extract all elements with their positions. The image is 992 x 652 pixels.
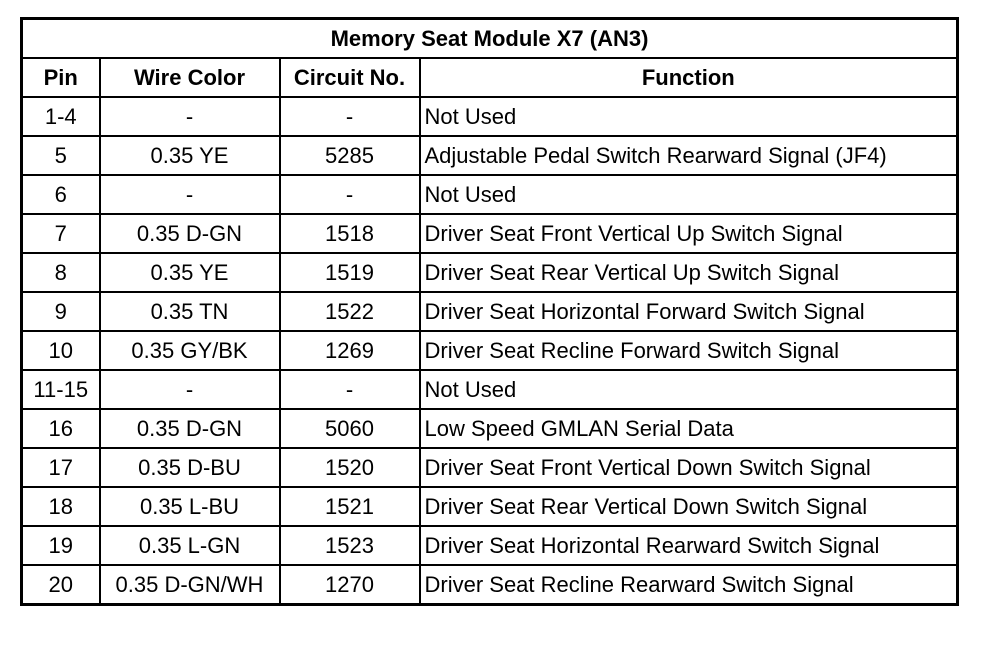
table-row bbox=[22, 565, 958, 605]
pin-cell: 7 bbox=[22, 214, 100, 253]
pin-cell: 17 bbox=[22, 448, 100, 487]
pin-cell: 19 bbox=[22, 526, 100, 565]
pin-cell: 6 bbox=[22, 175, 100, 214]
wire-color-cell: 0.35 YE bbox=[100, 136, 280, 175]
header-pin: Pin bbox=[22, 58, 100, 97]
circuit-cell: 1269 bbox=[280, 331, 420, 370]
pin-cell: 11-15 bbox=[22, 370, 100, 409]
table-row bbox=[22, 487, 958, 526]
table-body bbox=[22, 97, 958, 605]
table-title-row bbox=[22, 19, 958, 59]
function-cell: Adjustable Pedal Switch Rearward Signal (JF4) bbox=[420, 136, 958, 175]
wire-color-cell: 0.35 D-BU bbox=[100, 448, 280, 487]
table-row bbox=[22, 97, 958, 136]
pin-cell: 1-4 bbox=[22, 97, 100, 136]
wire-color-cell: - bbox=[100, 370, 280, 409]
pin-cell: 10 bbox=[22, 331, 100, 370]
function-cell: Not Used bbox=[420, 97, 958, 136]
header-circuit-no: Circuit No. bbox=[280, 58, 420, 97]
table-header-row bbox=[22, 58, 958, 97]
function-cell: Not Used bbox=[420, 370, 958, 409]
wire-color-cell: 0.35 D-GN bbox=[100, 214, 280, 253]
pin-cell: 16 bbox=[22, 409, 100, 448]
circuit-cell: 1270 bbox=[280, 565, 420, 605]
circuit-cell: 1521 bbox=[280, 487, 420, 526]
wire-color-cell: 0.35 D-GN bbox=[100, 409, 280, 448]
wire-color-cell: - bbox=[100, 97, 280, 136]
table-row bbox=[22, 331, 958, 370]
function-cell: Low Speed GMLAN Serial Data bbox=[420, 409, 958, 448]
table-row bbox=[22, 292, 958, 331]
pin-cell: 18 bbox=[22, 487, 100, 526]
circuit-cell: 1520 bbox=[280, 448, 420, 487]
header-wire-color: Wire Color bbox=[100, 58, 280, 97]
function-cell: Driver Seat Front Vertical Down Switch Signal bbox=[420, 448, 958, 487]
table-row bbox=[22, 526, 958, 565]
pin-cell: 20 bbox=[22, 565, 100, 605]
table-row bbox=[22, 214, 958, 253]
table-row bbox=[22, 448, 958, 487]
table-row bbox=[22, 370, 958, 409]
wire-color-cell: 0.35 L-BU bbox=[100, 487, 280, 526]
function-cell: Driver Seat Recline Forward Switch Signal bbox=[420, 331, 958, 370]
table-row bbox=[22, 175, 958, 214]
wire-color-cell: 0.35 D-GN/WH bbox=[100, 565, 280, 605]
table-row bbox=[22, 136, 958, 175]
wire-color-cell: 0.35 L-GN bbox=[100, 526, 280, 565]
table-row bbox=[22, 253, 958, 292]
pin-cell: 8 bbox=[22, 253, 100, 292]
circuit-cell: 5285 bbox=[280, 136, 420, 175]
function-cell: Driver Seat Recline Rearward Switch Signal bbox=[420, 565, 958, 605]
wire-color-cell: - bbox=[100, 175, 280, 214]
wire-color-cell: 0.35 GY/BK bbox=[100, 331, 280, 370]
function-cell: Driver Seat Front Vertical Up Switch Signal bbox=[420, 214, 958, 253]
table-row bbox=[22, 409, 958, 448]
pin-cell: 5 bbox=[22, 136, 100, 175]
table-title: Memory Seat Module X7 (AN3) bbox=[22, 19, 958, 59]
wire-color-cell: 0.35 YE bbox=[100, 253, 280, 292]
header-function: Function bbox=[420, 58, 958, 97]
circuit-cell: 1523 bbox=[280, 526, 420, 565]
circuit-cell: 5060 bbox=[280, 409, 420, 448]
circuit-cell: - bbox=[280, 370, 420, 409]
circuit-cell: - bbox=[280, 175, 420, 214]
wire-color-cell: 0.35 TN bbox=[100, 292, 280, 331]
function-cell: Not Used bbox=[420, 175, 958, 214]
circuit-cell: 1518 bbox=[280, 214, 420, 253]
circuit-cell: 1519 bbox=[280, 253, 420, 292]
function-cell: Driver Seat Horizontal Forward Switch Signal bbox=[420, 292, 958, 331]
pin-cell: 9 bbox=[22, 292, 100, 331]
circuit-cell: 1522 bbox=[280, 292, 420, 331]
circuit-cell: - bbox=[280, 97, 420, 136]
function-cell: Driver Seat Rear Vertical Up Switch Signal bbox=[420, 253, 958, 292]
function-cell: Driver Seat Horizontal Rearward Switch Signal bbox=[420, 526, 958, 565]
connector-pinout-table bbox=[20, 17, 959, 606]
function-cell: Driver Seat Rear Vertical Down Switch Signal bbox=[420, 487, 958, 526]
